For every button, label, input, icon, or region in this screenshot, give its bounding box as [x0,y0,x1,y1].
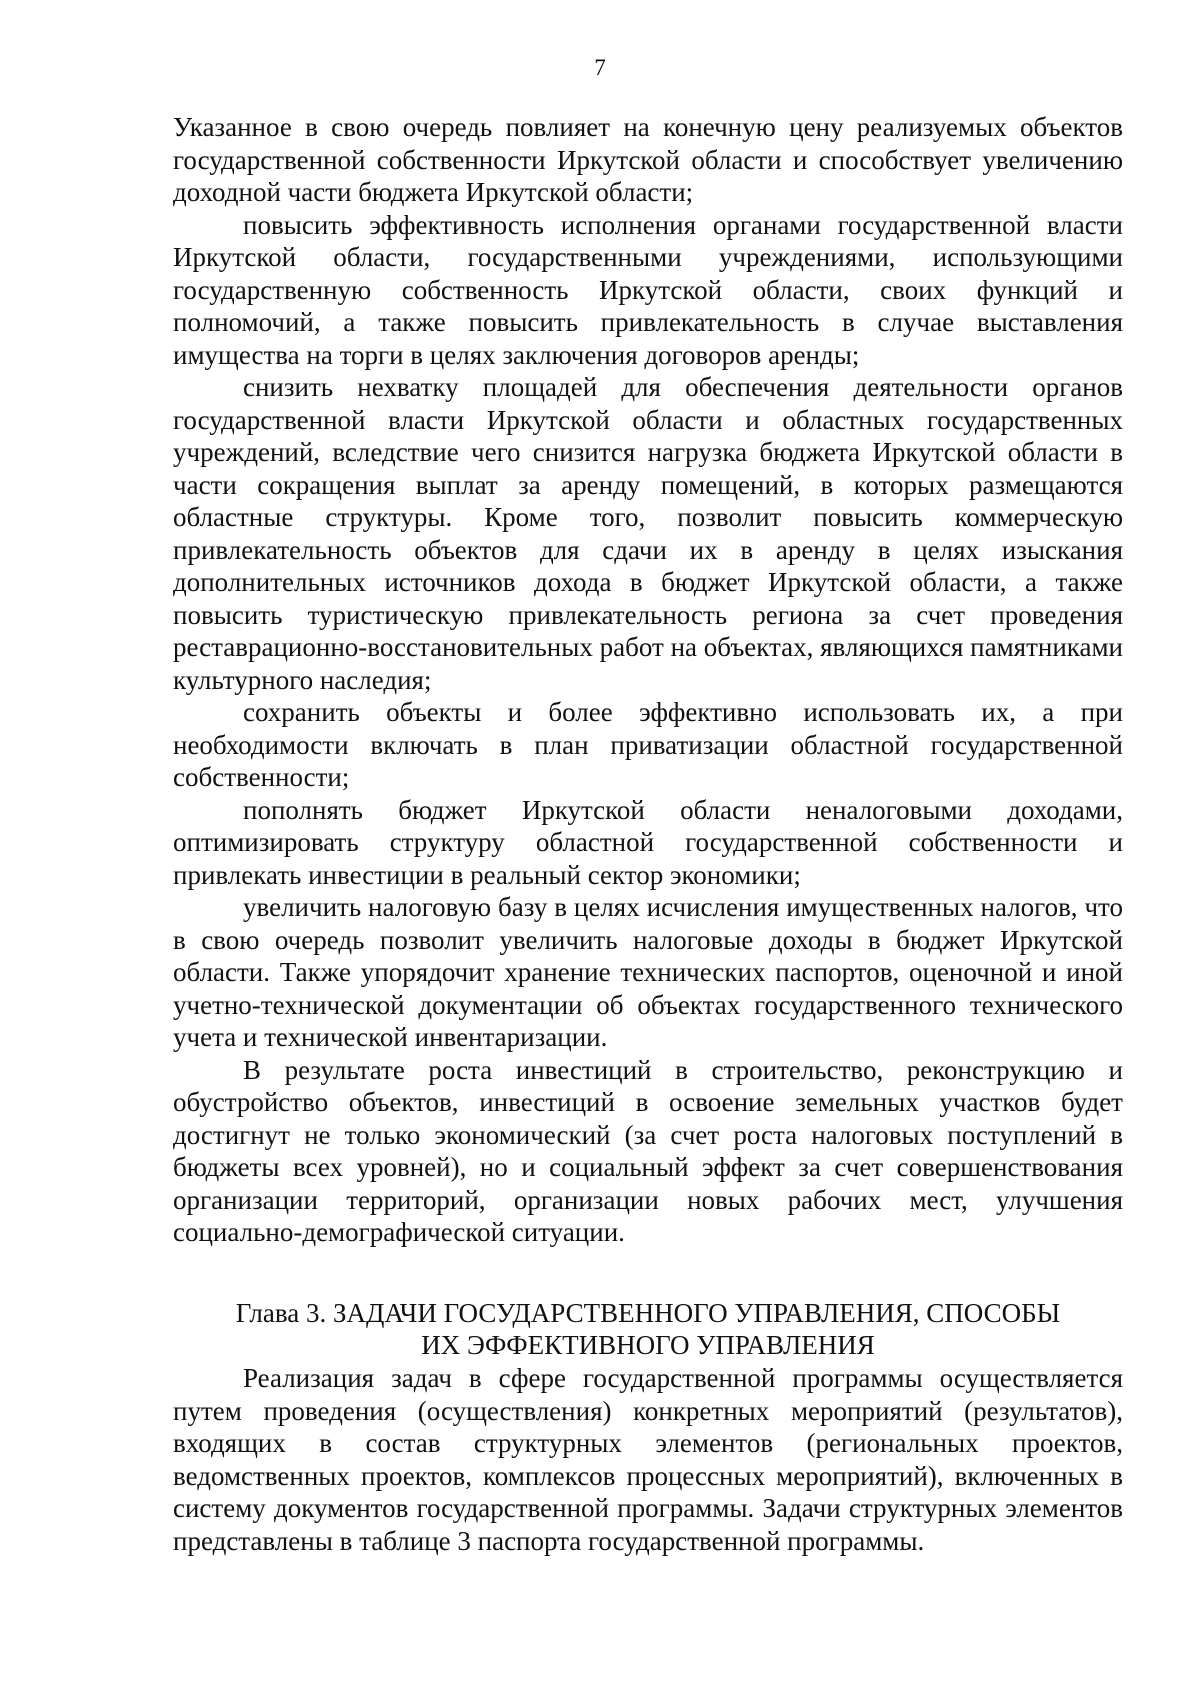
paragraph-continuation: Указанное в свою очередь повлияет на конечную цену реализуемых объектов государственной собственности Иркутской области и способствует увеличению доходной части бюджета Иркутской области; [173,112,1123,207]
chapter-heading [173,1297,1123,1361]
body-text [173,111,1123,1249]
paragraph-preserve-objects: сохранить объекты и более эффективно использовать их, а при необходимости включать в план приватизации областной государственной собственности; [173,697,1123,792]
chapter-heading-line-1: Глава 3. ЗАДАЧИ ГОСУДАРСТВЕННОГО УПРАВЛЕНИЯ, СПОСОБЫ [235,1298,1061,1328]
page-number: 7 [594,55,606,80]
paragraph-investment-result: В результате роста инвестиций в строительство, реконструкцию и обустройство объектов, инвестиций в освоение земельных участков будет достигнут не только экономический (за счет роста налоговых поступлений в бюджеты всех уровней), но и социальный эффект за счет совершенствования организации территорий, организации новых рабочих мест, улучшения социально-демографической ситуации. [173,1054,1123,1247]
paragraph-task-implementation: Реализация задач в сфере государственной программы осуществляется путем проведения (осуществления) конкретных мероприятий (результатов), входящих в состав структурных элементов (региональных проектов, ведомственных проектов, комплексов процессных мероприятий), включенных в систему документов государственной программы. Задачи структурных элементов представлены в таблице 3 паспорта государственной программы. [173,1363,1123,1556]
paragraph-efficiency: повысить эффективность исполнения органами государственной власти Иркутской области, государственными учреждениями, использующими государственную собственность Иркутской области, своих функций и полномочий, а также повысить привлекательность в случае выставления имущества на торги в целях заключения договоров аренды; [173,209,1123,370]
paragraph-space-shortage: снизить нехватку площадей для обеспечения деятельности органов государственной власти Иркутской области и областных государственных учреждений, вследствие чего снизится нагрузка бюджета Иркутской области в части сокращения выплат за аренду помещений, в которых размещаются областные структуры. Кроме того, позволит повысить коммерческую привлекательность объектов для сдачи их в аренду в целях изыскания дополнительных источников дохода в бюджет Иркутской области, а также повысить туристическую привлекательность региона за счет проведения реставрационно-восстановительных работ на объектах, являющихся памятниками культурного наследия; [173,372,1123,695]
paragraph-budget-replenish: пополнять бюджет Иркутской области неналоговыми доходами, оптимизировать структуру областной государственной собственности и привлекать инвестиции в реальный сектор экономики; [173,794,1123,890]
chapter-heading-line-2: ИХ ЭФФЕКТИВНОГО УПРАВЛЕНИЯ [421,1330,875,1360]
paragraph-tax-base: увеличить налоговую базу в целях исчисления имущественных налогов, что в свою очередь позволит увеличить налоговые доходы в бюджет Иркутской области. Также упорядочит хранение технических паспортов, оценочной и иной учетно-технической документации об объектах государственного технического учета и технической инвентаризации. [173,892,1123,1052]
chapter-body [173,1362,1123,1557]
